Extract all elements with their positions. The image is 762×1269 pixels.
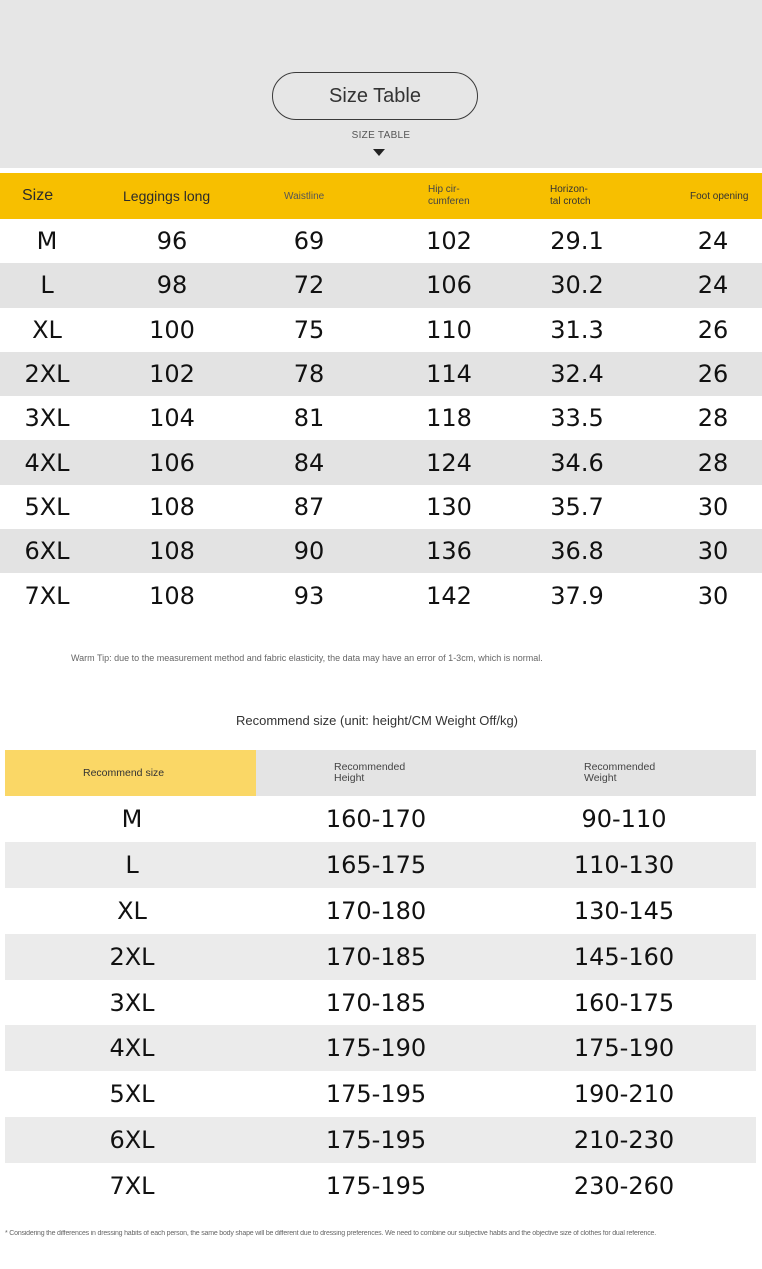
table-cell: 118 — [426, 404, 472, 433]
table-cell: 7XL — [109, 1172, 155, 1201]
table-cell: 175-195 — [325, 1172, 427, 1201]
table-cell: 190-210 — [573, 1080, 675, 1109]
table-cell: 110 — [426, 315, 472, 344]
table-cell: 106 — [149, 448, 195, 477]
column-header-foot-opening: Foot opening — [690, 190, 749, 202]
column-header-recommended-height: Recommended Height — [334, 761, 406, 784]
table-cell: 84 — [293, 448, 325, 477]
table-cell: 106 — [426, 271, 472, 300]
footnote: * Considering the differences in dressing habits of each person, the same body shape will be different due to dressing preferences. We need to combine our subjective habits and the objective size of clothes for dual reference. — [5, 1230, 656, 1237]
recommend-table-body — [5, 796, 756, 1209]
table-cell: 170-185 — [325, 988, 427, 1017]
size-table-title: Size Table — [272, 72, 478, 120]
table-cell: 145-160 — [573, 942, 675, 971]
recommend-table — [5, 750, 756, 1209]
table-cell: 34.6 — [550, 448, 604, 477]
table-cell: 78 — [293, 360, 325, 389]
table-row — [0, 263, 762, 307]
table-row — [0, 529, 762, 573]
table-cell: 30.2 — [550, 271, 604, 300]
table-cell: 69 — [293, 227, 325, 256]
table-cell: 28 — [697, 404, 729, 433]
table-cell: 6XL — [109, 1126, 155, 1155]
table-cell: 175-195 — [325, 1080, 427, 1109]
table-cell: 136 — [426, 537, 472, 566]
table-row — [0, 396, 762, 440]
table-cell: 175-195 — [325, 1126, 427, 1155]
table-cell: 4XL — [24, 448, 70, 477]
table-cell: 160-170 — [325, 804, 427, 833]
table-cell: 96 — [156, 227, 188, 256]
table-cell: 31.3 — [550, 315, 604, 344]
table-row — [5, 1071, 756, 1117]
table-cell: 5XL — [24, 492, 70, 521]
table-row — [5, 1163, 756, 1209]
table-cell: 29.1 — [550, 227, 604, 256]
table-cell: 28 — [697, 448, 729, 477]
size-table-body — [0, 219, 762, 618]
recommend-table-header — [5, 750, 756, 796]
column-header-leggings-long: Leggings long — [123, 188, 211, 204]
table-cell: 165-175 — [325, 850, 427, 879]
down-arrow-icon — [373, 149, 385, 156]
table-cell: 93 — [293, 581, 325, 610]
table-row — [0, 485, 762, 529]
table-cell: 130-145 — [573, 896, 675, 925]
table-row — [5, 842, 756, 888]
table-cell: M — [36, 227, 58, 256]
table-cell: 108 — [149, 492, 195, 521]
table-row — [5, 934, 756, 980]
table-cell: 30 — [697, 581, 729, 610]
table-cell: 37.9 — [550, 581, 604, 610]
column-header-waistline: Waistline — [284, 190, 325, 202]
table-cell: 75 — [293, 315, 325, 344]
table-cell: 102 — [149, 360, 195, 389]
table-cell: 124 — [426, 448, 472, 477]
size-table — [0, 173, 762, 618]
table-cell: XL — [117, 896, 147, 925]
table-cell: 110-130 — [573, 850, 675, 879]
recommend-title: Recommend size (unit: height/CM Weight Off/kg) — [235, 713, 519, 728]
table-cell: L — [40, 271, 54, 300]
table-row — [5, 980, 756, 1026]
table-cell: 175-190 — [573, 1034, 675, 1063]
table-cell: 102 — [426, 227, 472, 256]
warm-tip: Warm Tip: due to the measurement method and fabric elasticity, the data may have an error of 1-3cm, which is normal. — [71, 653, 543, 663]
table-cell: 36.8 — [550, 537, 604, 566]
table-cell: 108 — [149, 537, 195, 566]
table-cell: 33.5 — [550, 404, 604, 433]
table-cell: 130 — [426, 492, 472, 521]
table-row — [0, 573, 762, 617]
table-cell: 30 — [697, 492, 729, 521]
table-row — [0, 352, 762, 396]
size-table-header — [0, 173, 762, 219]
table-cell: 2XL — [24, 360, 70, 389]
table-cell: 160-175 — [573, 988, 675, 1017]
table-cell: 4XL — [109, 1034, 155, 1063]
table-cell: 108 — [149, 581, 195, 610]
table-cell: 210-230 — [573, 1126, 675, 1155]
table-row — [5, 1025, 756, 1071]
table-cell: M — [121, 804, 143, 833]
table-cell: 100 — [149, 315, 195, 344]
table-row — [5, 1117, 756, 1163]
table-row — [0, 308, 762, 352]
table-cell: 142 — [426, 581, 472, 610]
table-cell: 170-180 — [325, 896, 427, 925]
size-table-subtitle: SIZE TABLE — [351, 130, 411, 141]
table-cell: 72 — [293, 271, 325, 300]
table-cell: 26 — [697, 315, 729, 344]
column-header-recommended-weight: Recommended Weight — [584, 761, 656, 784]
table-cell: 24 — [697, 227, 729, 256]
table-cell: 114 — [426, 360, 472, 389]
table-row — [5, 796, 756, 842]
table-cell: 90 — [293, 537, 325, 566]
column-header-horizontal-crotch: Horizon- tal crotch — [550, 184, 591, 207]
table-cell: 230-260 — [573, 1172, 675, 1201]
column-header-size: Size — [22, 187, 54, 204]
column-header-recommend-size: Recommend size — [5, 750, 256, 796]
table-cell: 3XL — [24, 404, 70, 433]
table-cell: 5XL — [109, 1080, 155, 1109]
table-cell: 90-110 — [581, 804, 667, 833]
table-cell: 104 — [149, 404, 195, 433]
table-cell: 170-185 — [325, 942, 427, 971]
table-cell: 24 — [697, 271, 729, 300]
table-cell: 98 — [156, 271, 188, 300]
table-row — [0, 219, 762, 263]
table-cell: 35.7 — [550, 492, 604, 521]
column-header-hip-circumference: Hip cir- cumferen — [428, 184, 470, 207]
table-cell: 2XL — [109, 942, 155, 971]
table-cell: 81 — [293, 404, 325, 433]
table-cell: 175-190 — [325, 1034, 427, 1063]
table-cell: XL — [32, 315, 62, 344]
table-cell: 7XL — [24, 581, 70, 610]
table-row — [5, 888, 756, 934]
table-cell: 26 — [697, 360, 729, 389]
table-cell: 87 — [293, 492, 325, 521]
table-cell: 3XL — [109, 988, 155, 1017]
table-cell: 32.4 — [550, 360, 604, 389]
table-cell: 30 — [697, 537, 729, 566]
table-row — [0, 440, 762, 484]
table-cell: L — [125, 850, 139, 879]
table-cell: 6XL — [24, 537, 70, 566]
